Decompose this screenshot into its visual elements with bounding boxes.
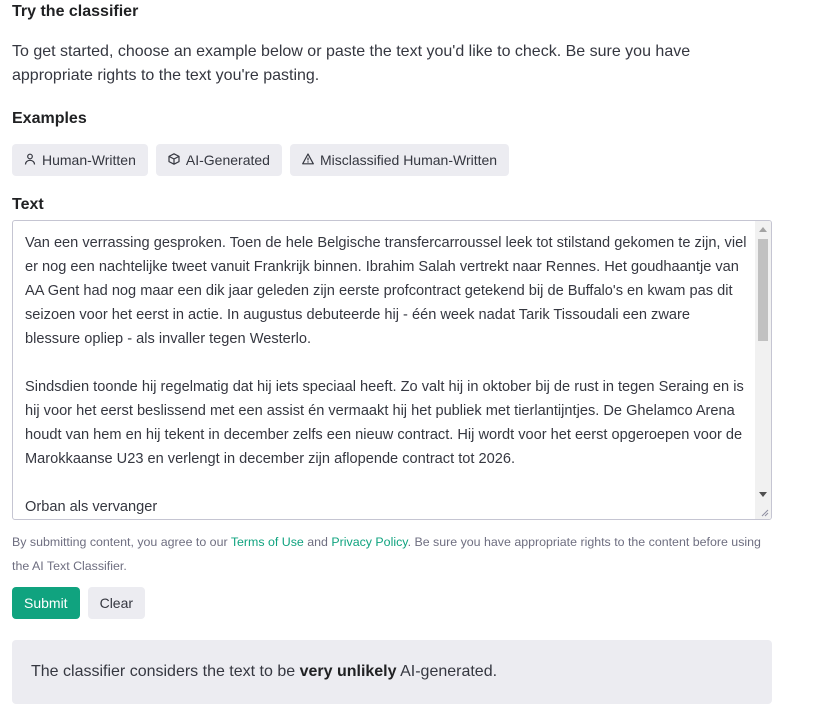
- result-verdict: very unlikely: [299, 663, 397, 680]
- scroll-thumb[interactable]: [758, 239, 768, 341]
- clear-button[interactable]: Clear: [88, 587, 145, 619]
- examples-heading: Examples: [12, 110, 87, 127]
- result-prefix: The classifier considers the text to be: [31, 663, 300, 680]
- page-title: Try the classifier: [12, 3, 139, 20]
- example-label: AI-Generated: [185, 152, 270, 168]
- text-input[interactable]: [12, 220, 772, 520]
- consent-suffix: . Be sure you have appropriate rights to the content before using the AI Text Classifier.: [12, 535, 761, 573]
- cube-icon: [168, 152, 180, 168]
- scroll-up-icon[interactable]: [759, 227, 767, 232]
- resize-handle-icon[interactable]: [759, 507, 769, 517]
- terms-of-use-link[interactable]: Terms of Use: [230, 535, 304, 549]
- example-misclassified-button[interactable]: [290, 144, 509, 176]
- example-label: Misclassified Human-Written: [319, 152, 498, 168]
- consent-text: [12, 530, 772, 578]
- examples-list: [12, 144, 509, 176]
- warning-icon: [302, 152, 314, 168]
- result-suffix: AI-generated.: [396, 663, 498, 680]
- result-box: [12, 640, 772, 704]
- example-label: Human-Written: [42, 152, 136, 168]
- submit-button[interactable]: Submit: [12, 587, 80, 619]
- privacy-policy-link[interactable]: Privacy Policy: [331, 535, 408, 549]
- text-heading: Text: [12, 196, 44, 213]
- action-buttons: [12, 587, 145, 619]
- consent-prefix: By submitting content, you agree to our: [12, 535, 231, 549]
- person-icon: [24, 152, 36, 168]
- textbox-scrollbar[interactable]: [755, 221, 771, 519]
- example-ai-generated-button[interactable]: [156, 144, 282, 176]
- example-human-written-button[interactable]: [12, 144, 148, 176]
- intro-text: To get started, choose an example below or paste the text you'd like to check. Be sure you have appropriate rights to the text you're pasting.: [12, 43, 691, 84]
- consent-and: and: [303, 535, 332, 549]
- result-text: [31, 663, 497, 681]
- text-input-value[interactable]: Van een verrassing gesproken. Toen de hele Belgische transfercarroussel leek tot stilstand gekomen te zijn, viel er nog een nachtelijke tweet vanuit Frankrijk binnen. Ibrahim Salah vertrekt naar Rennes. Het goudhaantje van AA Gent had nog maar een dik jaar geleden zijn eerste profcontract getekend bij de Buffalo's en kwam pas dit seizoen voor het eerst in actie. In augustus debuteerde hij - één week nadat Tarik Tissoudali een zware blessure opliep - als invaller tegen Westerlo. Sindsdien toonde hij regelmatig dat hij iets speciaal heeft. Zo valt hij in oktober bij de rust in tegen Seraing en is hij voor het eerst beslissend met een assist én vermaakt hij het publiek met tierlantijntjes. De Ghelamco Arena houdt van hem en hij tekent in december zelfs een nieuw contract. Hij wordt voor het eerst opgeroepen voor de Marokkaanse U23 en verlengt in december zijn aflopende contract tot 2026. Orban als vervanger: [25, 235, 747, 515]
- scroll-down-icon[interactable]: [759, 492, 767, 497]
